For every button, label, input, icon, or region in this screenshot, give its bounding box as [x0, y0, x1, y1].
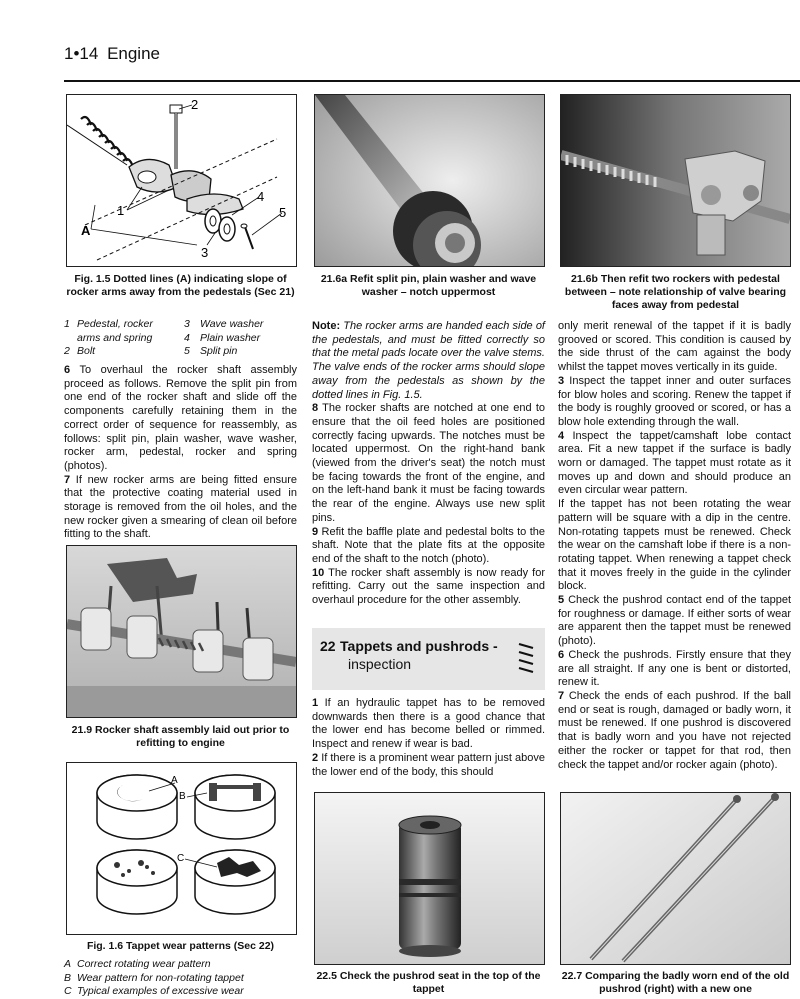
- paragraph: 7 If new rocker arms are being fitted ensure that the protective coating material used in storage is removed from the oil holes, and the new rocker given a smearing of clean oil before fitting to the shaft.: [64, 473, 298, 541]
- legend-item: C Typical examples of excessive wear: [64, 985, 244, 997]
- fig16-label-c: C: [177, 853, 185, 864]
- figure-1-5-legend: [64, 318, 299, 359]
- note-paragraph: Note: The rocker arms are handed each side of the pedestals, and must be fitted correctly so that the metal pads locate over the valve stems. The valve ends of the rocker arms should slope away from the pedestals as shown by the dotted lines in Fig. 1.5.: [312, 320, 545, 401]
- figure-1-5: [66, 94, 297, 267]
- photo-22-7-caption: 22.7 Comparing the badly worn end of the old pushrod (right) with a new one: [561, 970, 790, 995]
- legend-item: B Wear pattern for non-rotating tappet: [64, 971, 244, 984]
- fig15-label-4: 4: [257, 189, 265, 204]
- rocker-assembly-drawing: [67, 95, 296, 266]
- rockers-pedestal-photo: [561, 95, 790, 266]
- photo-21-6b-caption: 21.6b Then refit two rockers with pedestal between – note relationship of valve bearing faces away from pedestal: [564, 273, 787, 311]
- paragraph: 3 Inspect the tappet inner and outer surfaces for blow holes and scoring. Renew the tappet if the body is roughly grooved or scored, or has a blow hole extending through the wall.: [558, 374, 791, 428]
- column-2-text: [312, 320, 545, 608]
- page-reference: 1•14: [64, 44, 99, 63]
- figure-1-6-caption: Fig. 1.6 Tappet wear patterns (Sec 22): [86, 940, 275, 952]
- difficulty-spanner-icon: [515, 638, 537, 678]
- fig15-label-1: 1: [117, 203, 125, 218]
- fig15-label-a: A: [81, 223, 91, 238]
- photo-21-6a-caption: 21.6a Refit split pin, plain washer and wave washer – notch uppermost: [320, 273, 537, 298]
- photo-21-6b: [560, 94, 791, 267]
- section-number: 22: [320, 638, 336, 654]
- tappet-photo: [315, 793, 544, 964]
- legend-item: 4 Plain washer: [184, 331, 261, 344]
- figure-1-6-legend: [64, 958, 304, 999]
- header-rule: [64, 80, 800, 82]
- column-1-text: [64, 364, 297, 542]
- legend-item: A Correct rotating wear pattern: [64, 958, 211, 970]
- page-header: [64, 44, 160, 64]
- section-name: Engine: [107, 44, 160, 63]
- photo-22-5: [314, 792, 545, 965]
- legend-item: 3 Wave washer: [184, 318, 264, 330]
- figure-1-5-caption: Fig. 1.5 Dotted lines (A) indicating slope of rocker arms away from the pedestals (Sec 21): [66, 273, 295, 298]
- pushrods-photo: [561, 793, 790, 964]
- paragraph: 7 Check the ends of each pushrod. If the ball end or seat is rough, damaged or badly worn, it must be renewed. If one pushrod is discovered that is badly worn and you have not rejected either the rocker or tappet for that rod, then check the tappet and/or rocker again (photo).: [558, 689, 791, 771]
- column-2-text-lower: [312, 697, 545, 779]
- paragraph: 9 Refit the baffle plate and pedestal bolts to the shaft. Note that the plate fits at the opposite end of the shaft to the notch (photo).: [312, 525, 545, 565]
- shaft-end-photo: [315, 95, 544, 266]
- paragraph: 10 The rocker shaft assembly is now ready for refitting. Carry out the same inspection and overhaul procedure for the other assembly.: [312, 566, 545, 607]
- paragraph: 4 Inspect the tappet/camshaft lobe contact area. Fit a new tappet if the surface is badly worn or damaged. The tappet must rotate as it moves up and down and should produce an even circular wear pattern.: [558, 429, 792, 497]
- fig16-label-b: B: [179, 791, 186, 802]
- section-title: Tappets and pushrods -: [340, 638, 498, 654]
- paragraph-continued: only merit renewal of the tappet if it is badly grooved or scored. This condition is caused by the side thrust of the cam against the body whilst the tappet moves vertically in its guide.: [558, 320, 791, 374]
- rocker-shaft-photo: [67, 546, 296, 717]
- paragraph: 2 If there is a prominent wear pattern just above the lower end of the body, this should: [312, 751, 545, 778]
- fig15-label-2: 2: [191, 97, 199, 112]
- photo-21-9: [66, 545, 297, 718]
- legend-item: 1 Pedestal, rocker arms and spring: [64, 318, 153, 344]
- paragraph: 5 Check the pushrod contact end of the tappet for roughness or damage. If either sorts of wear are apparent then the tappet must be renewed (photo).: [558, 594, 792, 648]
- photo-21-6a: [314, 94, 545, 267]
- fig15-label-5: 5: [279, 205, 287, 220]
- paragraph: 6 To overhaul the rocker shaft assembly proceed as follows. Remove the split pin from one end of the rocker shaft and slide off the components carefully retaining them in the correct order of sequence for reassembly, as follows: split pin, plain washer, wave washer, rocker arm, pedestal, rocker and spring (photos).: [64, 364, 297, 472]
- column-3-text: [558, 320, 791, 772]
- fig16-label-a: A: [171, 775, 178, 786]
- paragraph: 1 If an hydraulic tappet has to be removed downwards then there is a good chance that the lower end has become belled or rimmed. Inspect and renew if wear is bad.: [312, 697, 545, 751]
- legend-item: 2 Bolt: [64, 345, 96, 357]
- photo-21-9-caption: 21.9 Rocker shaft assembly laid out prior to refitting to engine: [71, 724, 290, 749]
- tappet-wear-drawing: [67, 763, 296, 934]
- paragraph: 6 Check the pushrods. Firstly ensure that they are all straight. If any one is bent or distorted, renew it.: [558, 648, 792, 689]
- photo-22-5-caption: 22.5 Check the pushrod seat in the top of the tappet: [316, 970, 541, 995]
- section-heading-22: [312, 628, 545, 690]
- paragraph: 8 The rocker shafts are notched at one end to ensure that the oil feed holes are positioned correctly facing upwards. The notches must be located uppermost. On the right-hand bank (viewed from the driver's seat) the notch must be facing towards the front of the engine, and on the left-hand bank it must be facing towards the rear of the engine. Always use new split pins.: [312, 402, 545, 524]
- legend-item: 5 Split pin: [184, 345, 238, 357]
- figure-1-6: [66, 762, 297, 935]
- photo-22-7: [560, 792, 791, 965]
- fig15-label-3: 3: [201, 245, 209, 260]
- paragraph: If the tappet has not been rotating the wear pattern will be square with a dip in the centre. Non-rotating tappets must be renewed. Check the wear on the camshaft lobe if there is a non-rotating tappet. When renewing a tappet check that it moves freely in the guide in the cylinder block.: [558, 498, 791, 593]
- section-subtitle: inspection: [348, 656, 412, 672]
